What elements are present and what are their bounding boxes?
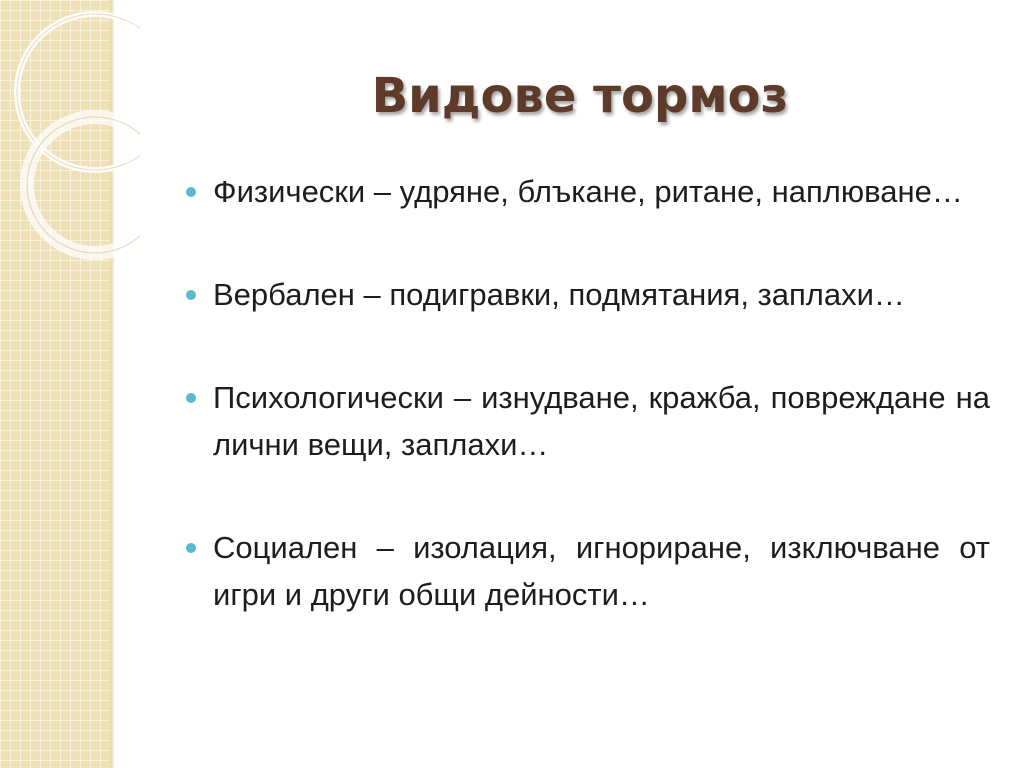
bullet-item-psychological [186, 374, 990, 468]
decorative-rings [0, 0, 140, 260]
bullet-text: Психологически – изнудване, кражба, повреждане на лични вещи, заплахи… [213, 380, 990, 462]
bullet-item-verbal [186, 271, 990, 318]
slide-title: Видове тормоз [371, 68, 789, 124]
bullet-list [186, 168, 990, 618]
bullet-item-social [186, 524, 990, 618]
bullet-marker-icon [186, 543, 196, 553]
bullet-text: Физически – удряне, блъкане, ритане, наплюване… [213, 174, 963, 209]
bullet-item-physical [186, 168, 990, 215]
bullet-text: Социален – изолация, игнориране, изключване от игри и други общи дейности… [213, 530, 990, 612]
bullet-marker-icon [186, 290, 196, 300]
bullet-text: Вербален – подигравки, подмятания, заплахи… [213, 277, 905, 312]
bullet-marker-icon [186, 393, 196, 403]
bullet-marker-icon [186, 187, 196, 197]
